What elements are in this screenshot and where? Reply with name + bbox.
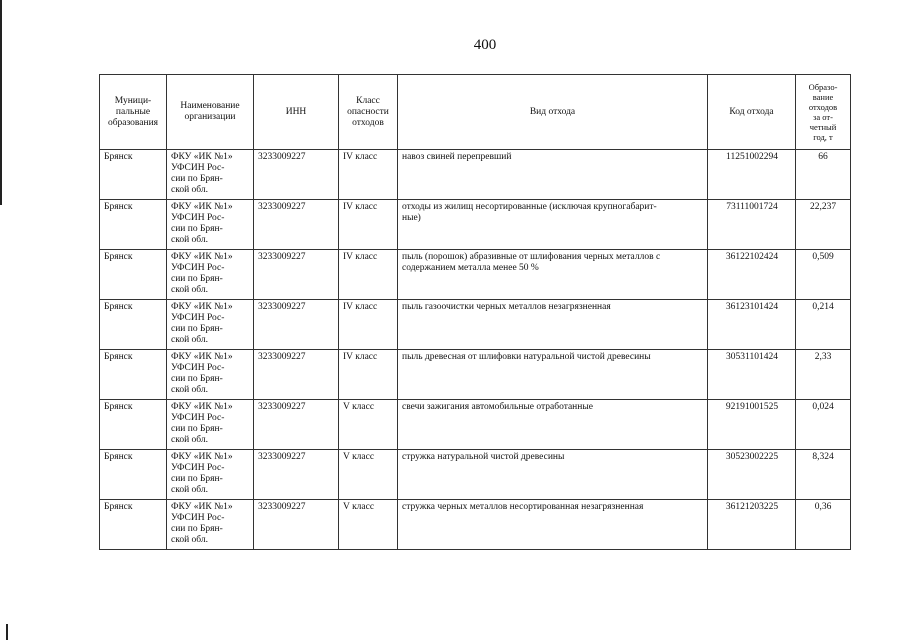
cell-organization: ФКУ «ИК №1» УФСИН Рос- сии по Брян- ской обл. [167,150,254,200]
cell-inn: 3233009227 [254,200,339,250]
cell-hazard-class: IV класс [339,200,398,250]
scan-edge-mark-top [0,0,2,205]
cell-waste-code: 30523002225 [708,450,796,500]
cell-municipality: Брянск [100,150,167,200]
cell-inn: 3233009227 [254,500,339,550]
cell-municipality: Брянск [100,450,167,500]
cell-hazard-class: IV класс [339,250,398,300]
cell-inn: 3233009227 [254,150,339,200]
header-waste-code: Код отхода [708,75,796,150]
cell-generated: 0,024 [796,400,851,450]
cell-organization: ФКУ «ИК №1» УФСИН Рос- сии по Брян- ской обл. [167,500,254,550]
cell-generated: 66 [796,150,851,200]
cell-generated: 2,33 [796,350,851,400]
cell-inn: 3233009227 [254,400,339,450]
cell-waste-code: 92191001525 [708,400,796,450]
cell-waste-type: навоз свиней перепревший [398,150,708,200]
header-organization: Наименование организации [167,75,254,150]
cell-municipality: Брянск [100,200,167,250]
cell-organization: ФКУ «ИК №1» УФСИН Рос- сии по Брян- ской обл. [167,200,254,250]
cell-generated: 22,237 [796,200,851,250]
cell-inn: 3233009227 [254,450,339,500]
cell-organization: ФКУ «ИК №1» УФСИН Рос- сии по Брян- ской обл. [167,400,254,450]
header-municipality: Муници- пальные образования [100,75,167,150]
cell-generated: 0,214 [796,300,851,350]
cell-waste-type: стружка черных металлов несортированная незагрязненная [398,500,708,550]
cell-waste-code: 36123101424 [708,300,796,350]
table-row [100,350,851,400]
cell-hazard-class: IV класс [339,350,398,400]
cell-waste-code: 36122102424 [708,250,796,300]
table-row [100,400,851,450]
cell-waste-code: 11251002294 [708,150,796,200]
cell-waste-type: пыль (порошок) абразивные от шлифования черных металлов с содержанием металла менее 50 % [398,250,708,300]
cell-organization: ФКУ «ИК №1» УФСИН Рос- сии по Брян- ской обл. [167,300,254,350]
cell-municipality: Брянск [100,300,167,350]
cell-municipality: Брянск [100,350,167,400]
scan-edge-mark-bottom [6,624,8,640]
table-header-row [100,75,851,150]
table-row [100,150,851,200]
cell-waste-code: 36121203225 [708,500,796,550]
table-row [100,500,851,550]
cell-waste-code: 73111001724 [708,200,796,250]
table-body [100,150,851,550]
cell-organization: ФКУ «ИК №1» УФСИН Рос- сии по Брян- ской обл. [167,250,254,300]
cell-waste-type: свечи зажигания автомобильные отработанные [398,400,708,450]
cell-hazard-class: V класс [339,400,398,450]
page-number: 400 [473,37,497,53]
cell-municipality: Брянск [100,400,167,450]
header-hazard-class: Класс опасности отходов [339,75,398,150]
table-row [100,200,851,250]
header-generated: Образо- вание отходов за от- четный год, т [796,75,851,150]
cell-waste-type: пыль газоочистки черных металлов незагрязненная [398,300,708,350]
cell-waste-type: стружка натуральной чистой древесины [398,450,708,500]
cell-inn: 3233009227 [254,250,339,300]
cell-generated: 0,36 [796,500,851,550]
cell-hazard-class: IV класс [339,150,398,200]
header-waste-type: Вид отхода [398,75,708,150]
cell-inn: 3233009227 [254,300,339,350]
cell-organization: ФКУ «ИК №1» УФСИН Рос- сии по Брян- ской обл. [167,450,254,500]
cell-hazard-class: V класс [339,450,398,500]
cell-waste-type: пыль древесная от шлифовки натуральной чистой древесины [398,350,708,400]
header-inn: ИНН [254,75,339,150]
cell-generated: 8,324 [796,450,851,500]
cell-municipality: Брянск [100,250,167,300]
cell-waste-type: отходы из жилищ несортированные (исключая крупногабарит- ные) [398,200,708,250]
cell-hazard-class: IV класс [339,300,398,350]
cell-inn: 3233009227 [254,350,339,400]
waste-table [99,74,851,550]
table-row [100,250,851,300]
table-row [100,300,851,350]
cell-generated: 0,509 [796,250,851,300]
table-row [100,450,851,500]
cell-organization: ФКУ «ИК №1» УФСИН Рос- сии по Брян- ской обл. [167,350,254,400]
cell-hazard-class: V класс [339,500,398,550]
cell-waste-code: 30531101424 [708,350,796,400]
cell-municipality: Брянск [100,500,167,550]
